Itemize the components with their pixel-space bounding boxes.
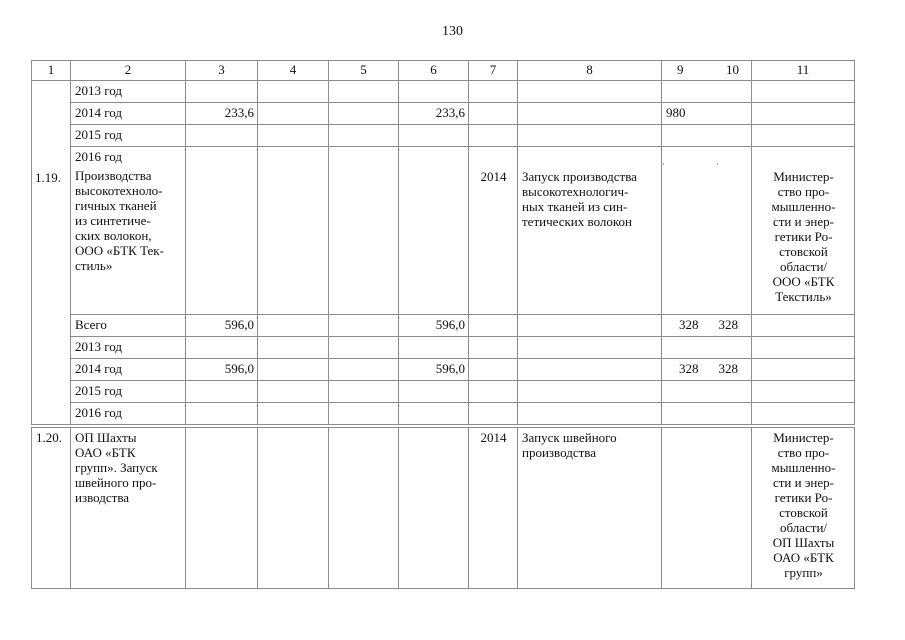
cell-col-4 <box>258 381 329 403</box>
item-number-cell <box>32 81 71 425</box>
cell-col-11 <box>752 337 855 359</box>
table-row <box>32 359 855 381</box>
header-col-7: 7 <box>469 61 518 81</box>
cell-col-10: 328 <box>718 361 738 376</box>
item-1-19-label-cell <box>71 147 186 315</box>
program-activities-table <box>31 60 855 425</box>
cell-col-8 <box>518 403 662 425</box>
header-col-2: 2 <box>71 61 186 81</box>
item-1-19-year: 2014 <box>480 169 507 184</box>
cell-col-3 <box>186 147 258 315</box>
cell-col-6 <box>399 125 469 147</box>
cell-col-6: 596,0 <box>399 359 469 381</box>
cell-col-4 <box>258 125 329 147</box>
cell-col-4 <box>258 81 329 103</box>
row-label: 2015 год <box>71 381 186 403</box>
cell-col-4 <box>258 337 329 359</box>
row-label: 2013 год <box>71 337 186 359</box>
cell-col-6: 596,0 <box>399 315 469 337</box>
cell-col-6 <box>399 81 469 103</box>
table-row <box>32 381 855 403</box>
cell-col-3 <box>186 337 258 359</box>
item-number-1-20: 1.20. <box>36 430 62 445</box>
table-row <box>32 337 855 359</box>
cell-col-7 <box>469 103 518 125</box>
cell-col-5 <box>329 315 399 337</box>
cell-col-9-10 <box>662 359 752 381</box>
header-col-1: 1 <box>32 61 71 81</box>
row-label: Всего <box>71 315 186 337</box>
item-1-19-responsible: Министер- ство про- мышленно- сти и энер- гетики Ро- стовской области/ ООО «БТК Текстиль» <box>771 169 836 304</box>
cell-col-9-10 <box>662 125 752 147</box>
cell-col-7 <box>469 125 518 147</box>
cell-col-9-10 <box>662 81 752 103</box>
cell-col-11 <box>752 359 855 381</box>
cell-col-4 <box>258 315 329 337</box>
header-col-10: 10 <box>726 62 739 77</box>
item-1-19-main-row <box>32 147 855 315</box>
item-1-19-name: Производства высокотехноло- гичных тканей из синтетиче- ских волокон, ООО «БТК Тек- стиль» <box>75 168 164 273</box>
row-label: 2016 год <box>71 403 186 425</box>
cell-col-9-10 <box>662 428 752 589</box>
page-number: 130 <box>442 24 463 39</box>
cell-col-5 <box>329 125 399 147</box>
cell-col-11 <box>752 381 855 403</box>
row-label: 2014 год <box>71 103 186 125</box>
item-1-20-name: ОП Шахты ОАО «БТК групп». Запуск швейного про- изводства <box>75 430 158 505</box>
cell-col-5 <box>329 147 399 315</box>
cell-col-6 <box>399 337 469 359</box>
cell-col-4 <box>258 103 329 125</box>
cell-col-9-10 <box>662 315 752 337</box>
item-1-20-responsible-cell <box>752 428 855 589</box>
cell-col-9-10 <box>662 337 752 359</box>
cell-col-11 <box>752 125 855 147</box>
header-col-5: 5 <box>329 61 399 81</box>
cell-col-10: 328 <box>718 317 738 332</box>
row-label: 2016 год <box>75 149 122 164</box>
cell-col-7 <box>469 403 518 425</box>
cell-col-11 <box>752 81 855 103</box>
cell-col-5 <box>329 403 399 425</box>
cell-col-4 <box>258 147 329 315</box>
cell-col-3 <box>186 381 258 403</box>
cell-col-9-10: 980 <box>662 103 752 125</box>
item-number-cell <box>32 428 71 589</box>
header-col-9: 9 <box>677 62 684 77</box>
item-1-20-main-row <box>32 428 855 589</box>
cell-col-11 <box>752 315 855 337</box>
cell-col-6 <box>399 403 469 425</box>
cell-col-8 <box>518 359 662 381</box>
cell-col-6 <box>399 428 469 589</box>
cell-col-6: 233,6 <box>399 103 469 125</box>
cell-col-8 <box>518 381 662 403</box>
item-1-20-year: 2014 <box>480 430 507 445</box>
table-row <box>32 81 855 103</box>
cell-col-3: 233,6 <box>186 103 258 125</box>
header-col-3: 3 <box>186 61 258 81</box>
header-col-8: 8 <box>518 61 662 81</box>
cell-col-7 <box>469 359 518 381</box>
cell-col-7 <box>469 81 518 103</box>
cell-col-6 <box>399 147 469 315</box>
cell-col-3: 596,0 <box>186 315 258 337</box>
cell-col-5 <box>329 103 399 125</box>
cell-col-3 <box>186 403 258 425</box>
cell-col-8 <box>518 315 662 337</box>
table-row <box>32 403 855 425</box>
cell-col-8 <box>518 81 662 103</box>
item-1-20-result-cell <box>518 428 662 589</box>
cell-col-3 <box>186 428 258 589</box>
cell-col-5 <box>329 359 399 381</box>
item-1-19-year-cell <box>469 147 518 315</box>
cell-col-9-10 <box>662 147 752 315</box>
cell-col-9: 328 <box>679 361 699 376</box>
cell-col-7 <box>469 337 518 359</box>
cell-col-5 <box>329 81 399 103</box>
header-row <box>32 61 855 81</box>
cell-col-7 <box>469 381 518 403</box>
item-1-20-result: Запуск швейного производства <box>522 430 617 460</box>
cell-col-5 <box>329 381 399 403</box>
program-activities-table-continued <box>31 427 855 589</box>
cell-col-11 <box>752 103 855 125</box>
item-1-20-responsible: Министер- ство про- мышленно- сти и энер- гетики Ро- стовской области/ ОП Шахты ОАО «БТК групп» <box>771 430 836 580</box>
cell-col-11 <box>752 403 855 425</box>
table-row <box>32 315 855 337</box>
item-number-1-19: 1.19. <box>35 170 61 185</box>
item-1-19-result: Запуск производства высокотехнологич- ных тканей из син- тетических волокон <box>522 169 637 229</box>
cell-col-5 <box>329 337 399 359</box>
item-1-20-year-cell <box>469 428 518 589</box>
cell-col-4 <box>258 359 329 381</box>
header-col-9-10 <box>662 61 752 81</box>
header-col-11: 11 <box>752 61 855 81</box>
cell-col-8 <box>518 125 662 147</box>
cell-col-9-10 <box>662 381 752 403</box>
cell-col-5 <box>329 428 399 589</box>
scan-dot: · <box>716 160 719 169</box>
table-row <box>32 103 855 125</box>
cell-col-9-10 <box>662 403 752 425</box>
cell-col-9: 328 <box>679 317 699 332</box>
header-col-6: 6 <box>399 61 469 81</box>
item-1-19-responsible-cell <box>752 147 855 315</box>
cell-col-3: 596,0 <box>186 359 258 381</box>
row-label: 2015 год <box>71 125 186 147</box>
header-col-4: 4 <box>258 61 329 81</box>
row-label: 2014 год <box>71 359 186 381</box>
cell-col-3 <box>186 125 258 147</box>
row-label: 2013 год <box>71 81 186 103</box>
cell-col-4 <box>258 403 329 425</box>
cell-col-7 <box>469 315 518 337</box>
scan-dot: · <box>662 160 665 169</box>
item-1-19-result-cell <box>518 147 662 315</box>
cell-col-8 <box>518 103 662 125</box>
cell-col-4 <box>258 428 329 589</box>
cell-col-3 <box>186 81 258 103</box>
cell-col-8 <box>518 337 662 359</box>
cell-col-6 <box>399 381 469 403</box>
item-1-20-name-cell <box>71 428 186 589</box>
table-row <box>32 125 855 147</box>
